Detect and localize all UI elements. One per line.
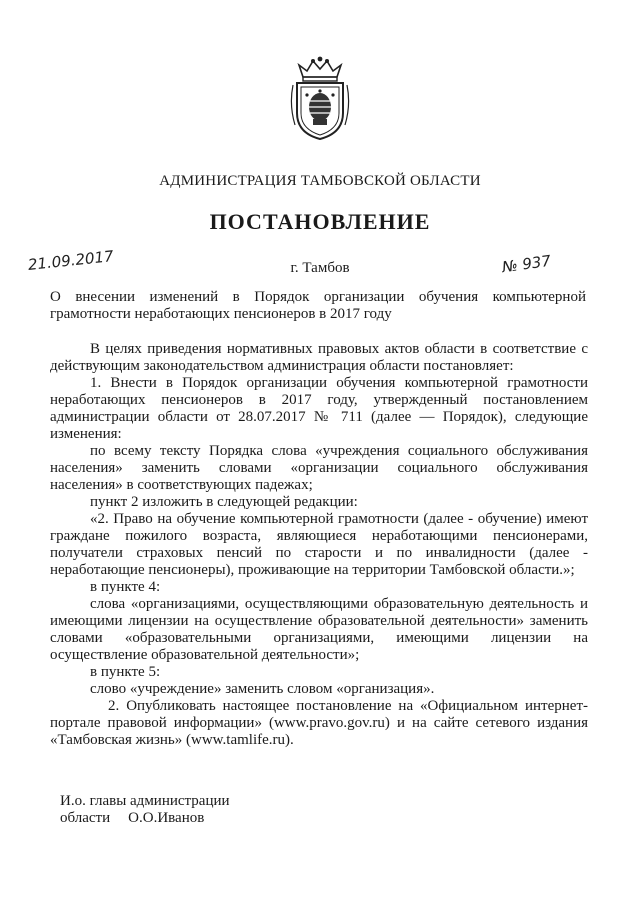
paragraph: «2. Право на обучение компьютерной грамотности (далее - обучение) имеют граждане пожилого возраста, являющиеся неработающими пенсионерами, получатели страховых пенсий по старости и по инвалидности (далее - неработающие пенсионеры), проживающие на территории Тамбовской области.»; bbox=[50, 511, 588, 578]
organization-name: АДМИНИСТРАЦИЯ ТАМБОВСКОЙ ОБЛАСТИ bbox=[159, 173, 481, 189]
document-body bbox=[50, 341, 588, 749]
signatory-title: И.о. главы администрации bbox=[60, 793, 230, 809]
signatory-region: области bbox=[60, 810, 111, 826]
handwritten-number: № 937 bbox=[500, 251, 553, 277]
document-subject: О внесении изменений в Порядок организации обучения компьютерной грамотности неработающих пенсионеров в 2017 году bbox=[50, 289, 586, 322]
document-type-title: ПОСТАНОВЛЕНИЕ bbox=[209, 209, 431, 234]
paragraph: слово «учреждение» заменить словом «организация». bbox=[90, 681, 435, 697]
signature-block bbox=[60, 793, 230, 827]
paragraph: по всему тексту Порядка слова «учреждения социального обслуживания населения» заменить словами «организации социального обслуживания населения» в соответствующих падежах; bbox=[50, 443, 588, 493]
paragraph: пункт 2 изложить в следующей редакции: bbox=[90, 494, 358, 510]
signatory-region-line bbox=[60, 810, 230, 827]
paragraph: в пункте 5: bbox=[90, 664, 161, 680]
paragraph: 2. Опубликовать настоящее постановление на «Официальном интернет-портале правовой информации» (www.pravo.gov.ru) и на сайте сетевого издания «Тамбовская жизнь» (www.tamlife.ru). bbox=[50, 698, 588, 748]
paragraph: в пункте 4: bbox=[90, 579, 161, 595]
paragraph: слова «организациями, осуществляющими образовательную деятельность и имеющими лицензии на осуществление образовательной деятельности» заменить словами «образовательными организациями, имеющими лицензии на осуществление образовательной деятельности»; bbox=[50, 596, 588, 663]
signatory-name: О.О.Иванов bbox=[128, 810, 205, 826]
handwritten-date: 21.09.2017 bbox=[27, 247, 115, 274]
paragraph: В целях приведения нормативных правовых актов области в соответствие с действующим законодательством администрация области постановляет: bbox=[50, 341, 588, 374]
city: г. Тамбов bbox=[290, 260, 350, 276]
paragraph: 1. Внести в Порядок организации обучения компьютерной грамотности неработающих пенсионеров в 2017 году, утвержденный постановлением администрации области от 28.07.2017 № 711 (далее — Порядок), следующие изменения: bbox=[50, 375, 588, 442]
coat-of-arms-icon bbox=[289, 55, 351, 141]
